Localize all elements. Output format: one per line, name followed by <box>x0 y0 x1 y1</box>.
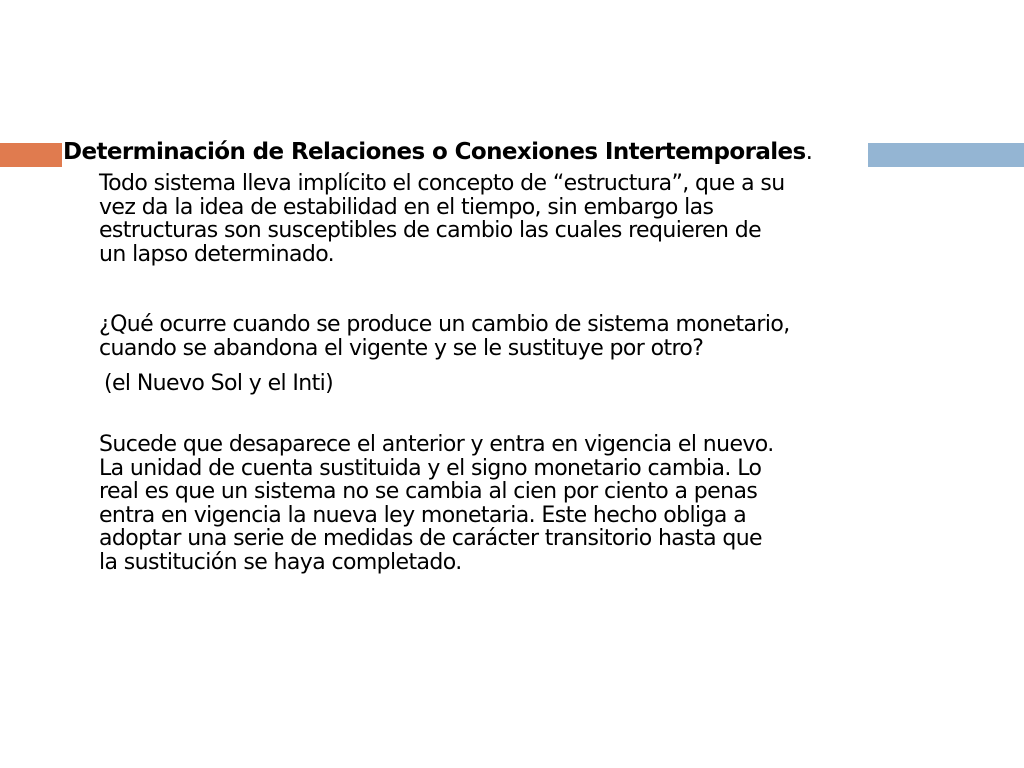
paragraph-line: adoptar una serie de medidas de carácter transitorio hasta que <box>99 526 762 551</box>
title-accent-bar-left <box>0 143 62 167</box>
title-accent-bar-right <box>868 143 1024 167</box>
slide-title-period: . <box>805 139 813 165</box>
slide-title <box>63 136 873 168</box>
paragraph-line: la sustitución se haya completado. <box>99 549 462 575</box>
paragraph-line: Sucede que desaparece el anterior y entra en vigencia el nuevo. <box>99 432 774 457</box>
paragraph-line: estructuras son susceptibles de cambio las cuales requieren de <box>99 218 762 243</box>
paragraph-estructura <box>99 172 979 266</box>
paragraph-line: La unidad de cuenta sustituida y el signo monetario cambia. Lo <box>99 455 762 481</box>
paragraph-example <box>104 372 984 396</box>
paragraph-line: cuando se abandona el vigente y se le sustituye por otro? <box>99 335 704 361</box>
paragraph-line: (el Nuevo Sol y el Inti) <box>104 371 334 396</box>
slide-title-text: Determinación de Relaciones o Conexiones Intertemporales <box>63 139 806 165</box>
paragraph-line: Todo sistema lleva implícito el concepto de “estructura”, que a su <box>99 171 785 196</box>
paragraph-line: un lapso determinado. <box>99 241 335 267</box>
paragraph-answer <box>99 433 979 574</box>
paragraph-line: real es que un sistema no se cambia al cien por ciento a penas <box>99 479 758 504</box>
paragraph-line: ¿Qué ocurre cuando se produce un cambio de sistema monetario, <box>99 312 790 337</box>
paragraph-line: entra en vigencia la nueva ley monetaria. Este hecho obliga a <box>99 502 747 528</box>
paragraph-line: vez da la idea de estabilidad en el tiempo, sin embargo las <box>99 194 714 220</box>
paragraph-question <box>99 313 979 360</box>
